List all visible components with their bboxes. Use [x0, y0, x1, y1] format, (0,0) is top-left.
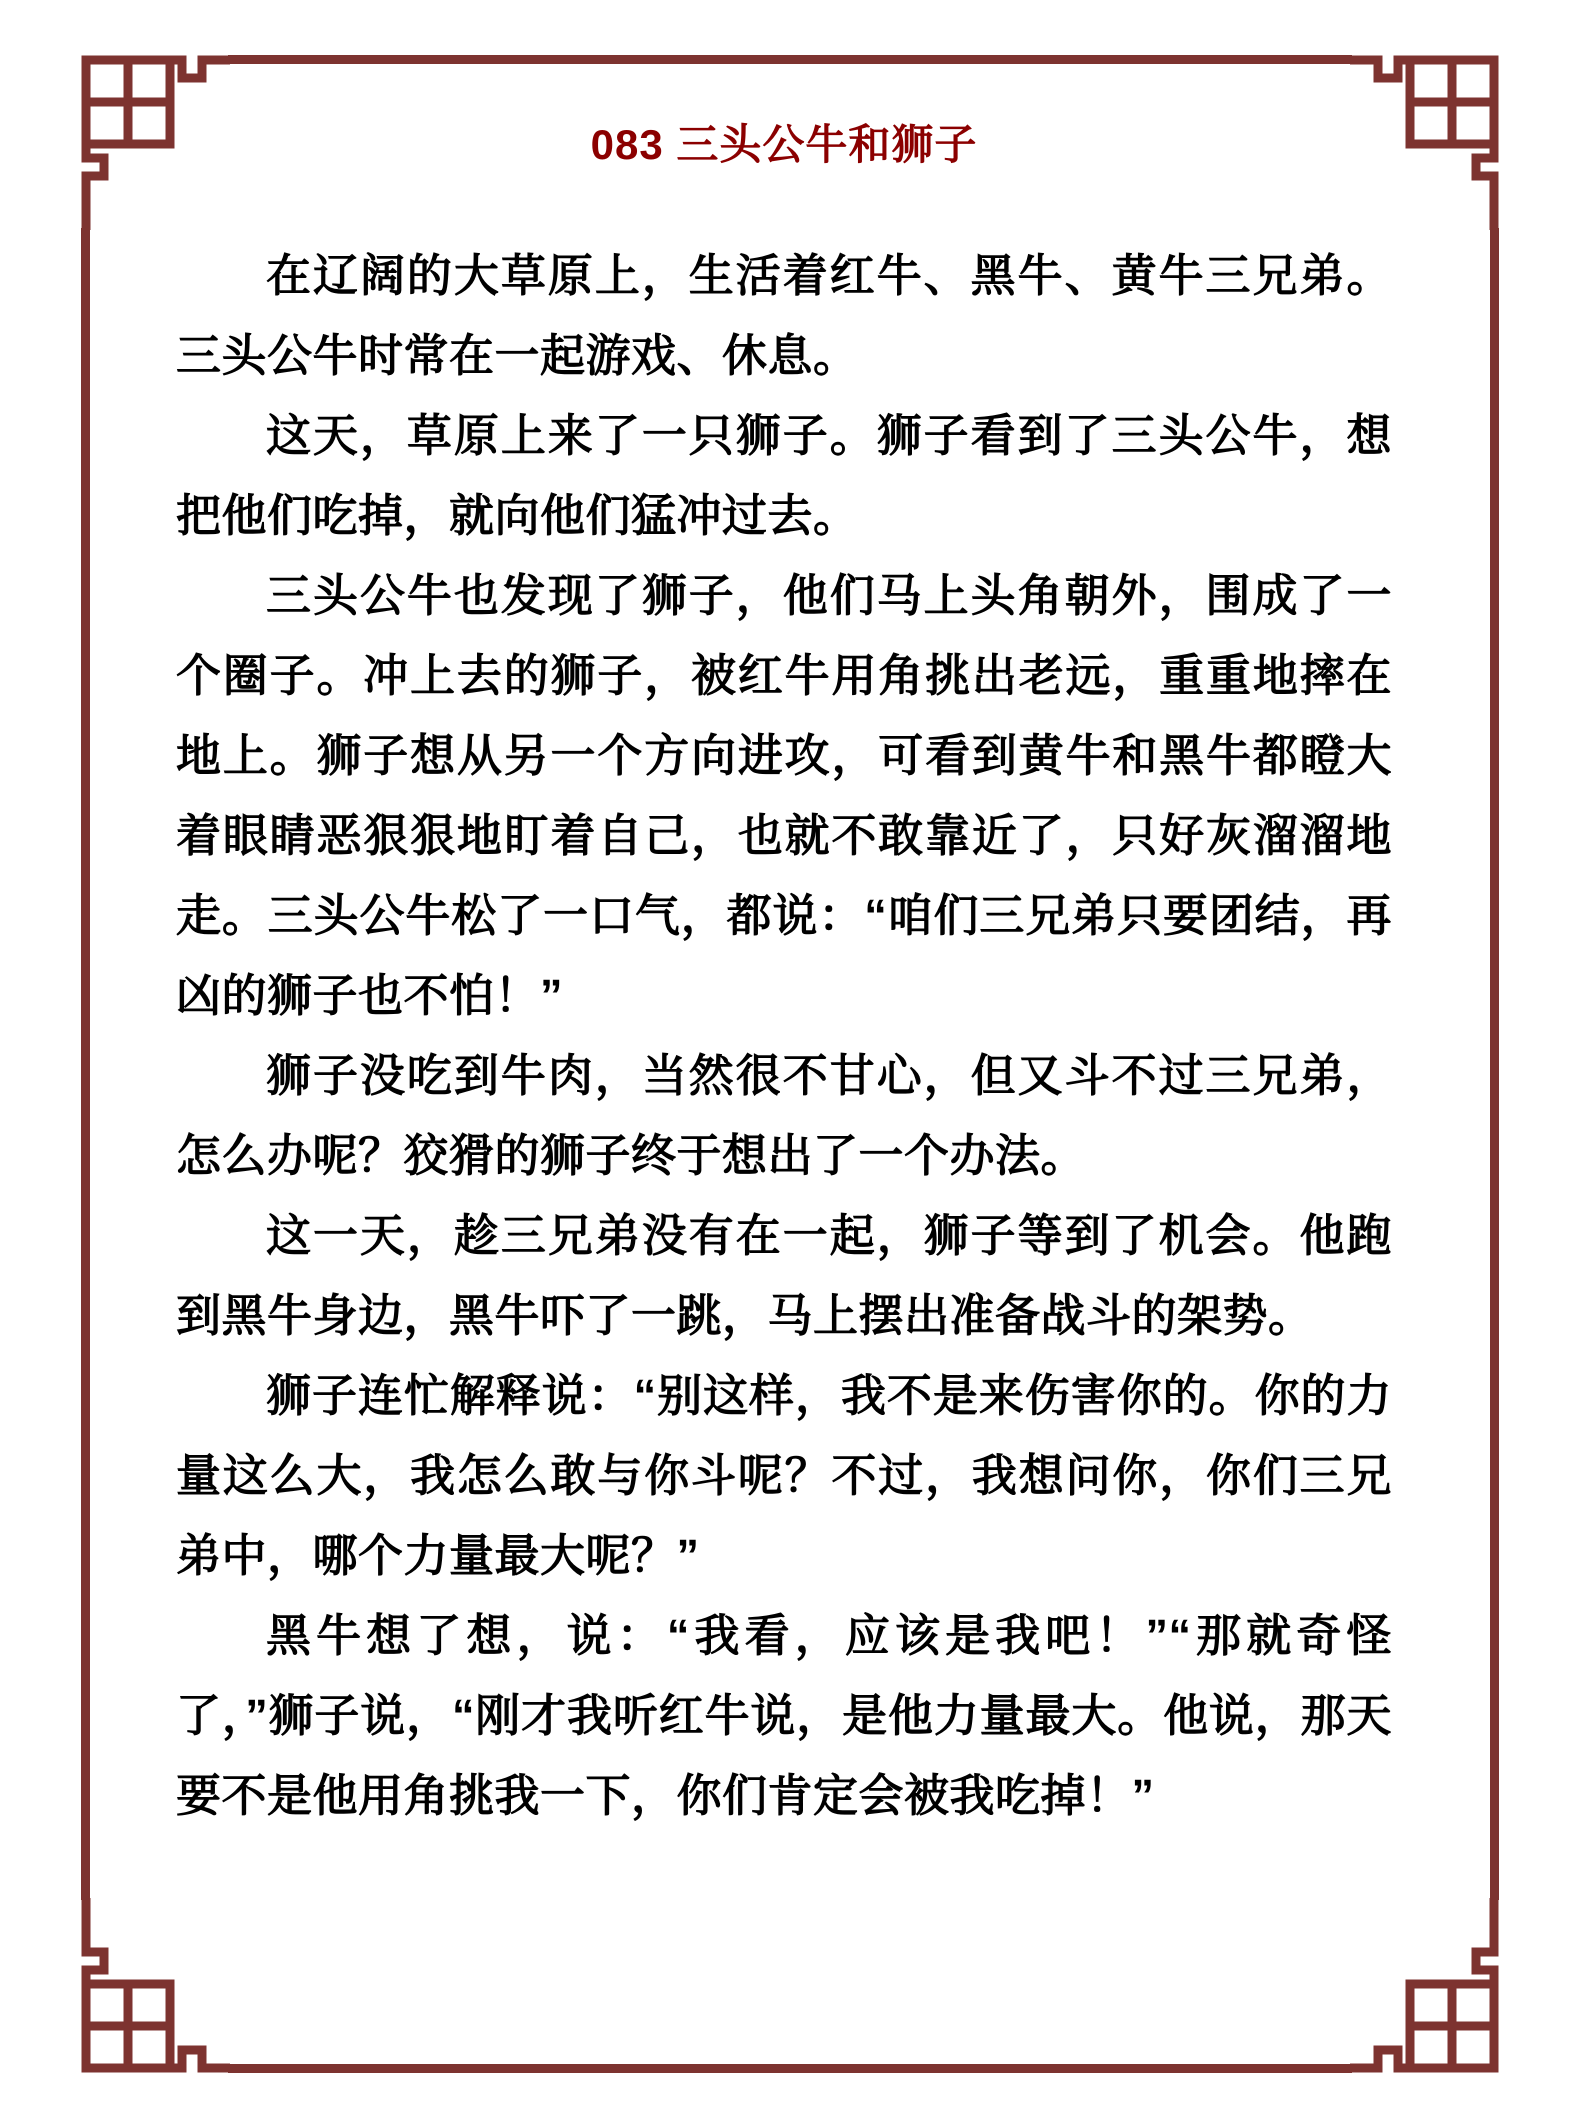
- frame-border-bottom: [228, 2064, 1352, 2073]
- story-body: [176, 236, 1392, 1836]
- frame-border-left: [81, 228, 90, 1900]
- story-paragraph: 黑牛想了想，说：“我看，应该是我吧！”“那就奇怪了，”狮子说，“刚才我听红牛说，是他力量最大。他说，那天要不是他用角挑我一下，你们肯定会被我吃掉！”: [176, 1610, 1392, 1821]
- page-title: 083 三头公牛和狮子: [590, 121, 978, 168]
- story-paragraph: 这天，草原上来了一只狮子。狮子看到了三头公牛，想把他们吃掉，就向他们猛冲过去。: [176, 410, 1392, 541]
- frame-corner-bottom-right-icon: [1350, 1898, 1550, 2098]
- frame-border-right: [1490, 228, 1499, 1900]
- frame-border-top: [228, 55, 1352, 64]
- story-paragraph: 三头公牛也发现了狮子，他们马上头角朝外，围成了一个圈子。冲上去的狮子，被红牛用角挑出老远，重重地摔在地上。狮子想从另一个方向进攻，可看到黄牛和黑牛都瞪大着眼睛恶狠狠地盯着自己，也就不敢靠近了，只好灰溜溜地走。三头公牛松了一口气，都说：“咱们三兄弟只要团结，再凶的狮子也不怕！”: [176, 570, 1392, 1021]
- frame-corner-bottom-left-icon: [30, 1898, 230, 2098]
- story-paragraph: 这一天，趁三兄弟没有在一起，狮子等到了机会。他跑到黑牛身边，黑牛吓了一跳，马上摆出准备战斗的架势。: [176, 1210, 1392, 1341]
- story-paragraph: 狮子连忙解释说：“别这样，我不是来伤害你的。你的力量这么大，我怎么敢与你斗呢？不过，我想问你，你们三兄弟中，哪个力量最大呢？”: [176, 1370, 1392, 1581]
- story-content: [176, 112, 1392, 1836]
- story-paragraph: 狮子没吃到牛肉，当然很不甘心，但又斗不过三兄弟，怎么办呢？狡猾的狮子终于想出了一个办法。: [176, 1050, 1392, 1181]
- story-paragraph: 在辽阔的大草原上，生活着红牛、黑牛、黄牛三兄弟。三头公牛时常在一起游戏、休息。: [176, 250, 1392, 381]
